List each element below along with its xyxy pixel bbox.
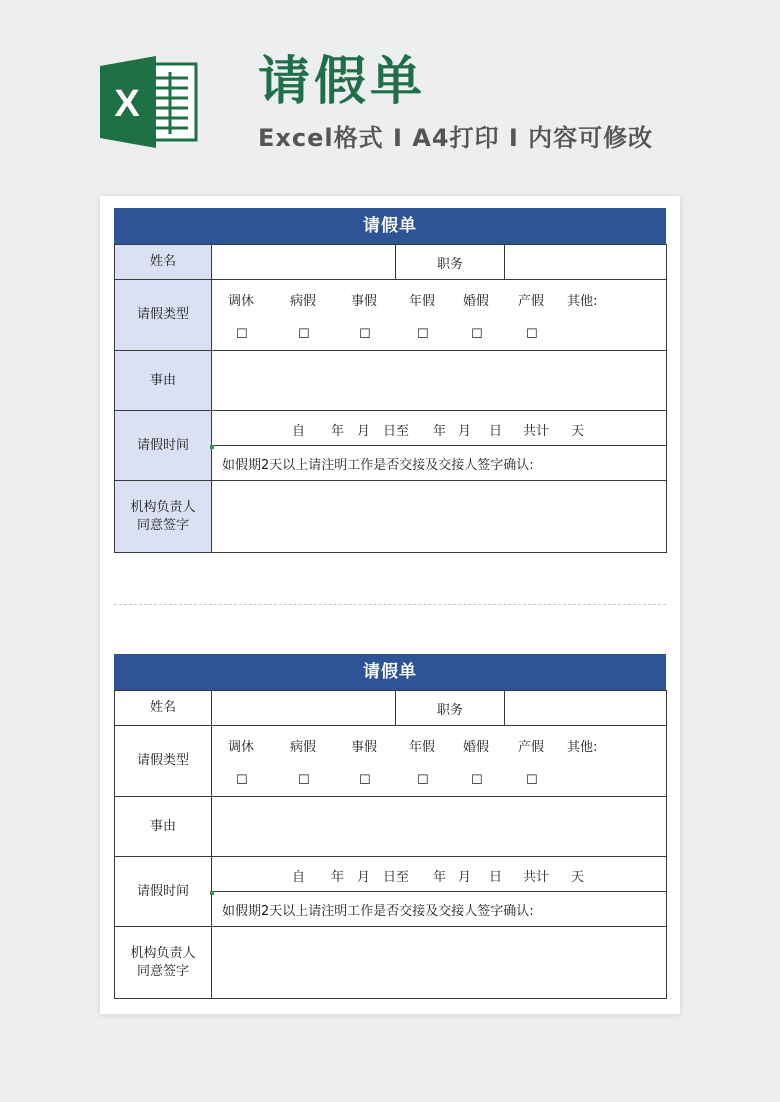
position-label: 职务 xyxy=(396,245,505,280)
checkbox[interactable]: ☐ xyxy=(471,327,483,342)
checkbox[interactable]: ☐ xyxy=(417,327,429,342)
leave-form-1 xyxy=(114,208,666,553)
leave-type-option: 年假 xyxy=(409,294,436,309)
svg-text:X: X xyxy=(114,83,140,125)
leave-type-option: 调休 xyxy=(228,740,255,755)
leave-type-option: 其他: xyxy=(567,740,598,755)
cut-line xyxy=(114,604,666,605)
time-part: 日 xyxy=(489,870,503,885)
handover-note: 如假期2天以上请注明工作是否交接及交接人签字确认: xyxy=(212,892,667,927)
name-label: 姓名 xyxy=(115,245,212,280)
leave-type-option: 调休 xyxy=(228,294,255,309)
leave-type-option: 其他: xyxy=(567,294,598,309)
checkbox[interactable]: ☐ xyxy=(298,773,310,788)
time-part: 日 xyxy=(489,424,503,439)
approver-label: 机构负责人 同意签字 xyxy=(115,481,212,553)
cell-comment-marker xyxy=(210,891,214,895)
checkbox[interactable]: ☐ xyxy=(236,773,248,788)
checkbox[interactable]: ☐ xyxy=(417,773,429,788)
time-part: 共计 xyxy=(523,870,550,885)
time-part: 月 xyxy=(458,870,472,885)
leave-time-label: 请假时间 xyxy=(115,857,212,927)
reason-field[interactable] xyxy=(212,351,667,411)
time-part: 天 xyxy=(571,870,585,885)
time-part: 年 xyxy=(433,870,447,885)
leave-type-option: 年假 xyxy=(409,740,436,755)
time-part: 月 xyxy=(458,424,472,439)
checkbox[interactable]: ☐ xyxy=(359,327,371,342)
leave-type-option: 事假 xyxy=(351,294,378,309)
name-field[interactable] xyxy=(212,245,396,280)
form-title: 请假单 xyxy=(114,654,666,690)
time-part: 年 xyxy=(331,870,345,885)
leave-type-option: 病假 xyxy=(290,294,317,309)
checkbox[interactable]: ☐ xyxy=(526,773,538,788)
approver-label: 机构负责人 同意签字 xyxy=(115,927,212,999)
reason-field[interactable] xyxy=(212,797,667,857)
leave-type-option: 事假 xyxy=(351,740,378,755)
checkbox[interactable]: ☐ xyxy=(359,773,371,788)
excel-icon xyxy=(100,56,200,148)
form-title: 请假单 xyxy=(114,208,666,244)
time-part: 自 xyxy=(292,870,306,885)
leave-type-option: 产假 xyxy=(518,740,545,755)
position-label: 职务 xyxy=(396,691,505,726)
leave-type-option: 病假 xyxy=(290,740,317,755)
document-sheet xyxy=(100,196,680,1014)
cell-comment-marker xyxy=(210,445,214,449)
leave-type-label: 请假类型 xyxy=(115,280,212,351)
time-part: 共计 xyxy=(523,424,550,439)
page-title: 请假单 xyxy=(258,52,427,112)
leave-form-2 xyxy=(114,654,666,999)
leave-time-label: 请假时间 xyxy=(115,411,212,481)
leave-type-options xyxy=(212,280,667,351)
leave-type-option: 产假 xyxy=(518,294,545,309)
time-part: 日至 xyxy=(383,424,410,439)
reason-label: 事由 xyxy=(115,797,212,857)
reason-label: 事由 xyxy=(115,351,212,411)
approver-signature-field[interactable] xyxy=(212,927,667,999)
checkbox[interactable]: ☐ xyxy=(236,327,248,342)
leave-form-table xyxy=(114,244,667,553)
handover-note: 如假期2天以上请注明工作是否交接及交接人签字确认: xyxy=(212,446,667,481)
leave-time-field[interactable] xyxy=(212,411,667,446)
leave-type-options xyxy=(212,726,667,797)
time-part: 月 xyxy=(357,870,371,885)
time-part: 天 xyxy=(571,424,585,439)
leave-type-label: 请假类型 xyxy=(115,726,212,797)
time-part: 年 xyxy=(433,424,447,439)
time-part: 年 xyxy=(331,424,345,439)
position-field[interactable] xyxy=(505,691,667,726)
name-label: 姓名 xyxy=(115,691,212,726)
leave-type-option: 婚假 xyxy=(463,294,490,309)
position-field[interactable] xyxy=(505,245,667,280)
time-part: 自 xyxy=(292,424,306,439)
checkbox[interactable]: ☐ xyxy=(471,773,483,788)
checkbox[interactable]: ☐ xyxy=(526,327,538,342)
leave-time-field[interactable] xyxy=(212,857,667,892)
time-part: 日至 xyxy=(383,870,410,885)
name-field[interactable] xyxy=(212,691,396,726)
time-part: 月 xyxy=(357,424,371,439)
page-subtitle: Excel格式 I A4打印 I 内容可修改 xyxy=(258,124,654,152)
leave-form-table xyxy=(114,690,667,999)
leave-type-option: 婚假 xyxy=(463,740,490,755)
approver-signature-field[interactable] xyxy=(212,481,667,553)
checkbox[interactable]: ☐ xyxy=(298,327,310,342)
